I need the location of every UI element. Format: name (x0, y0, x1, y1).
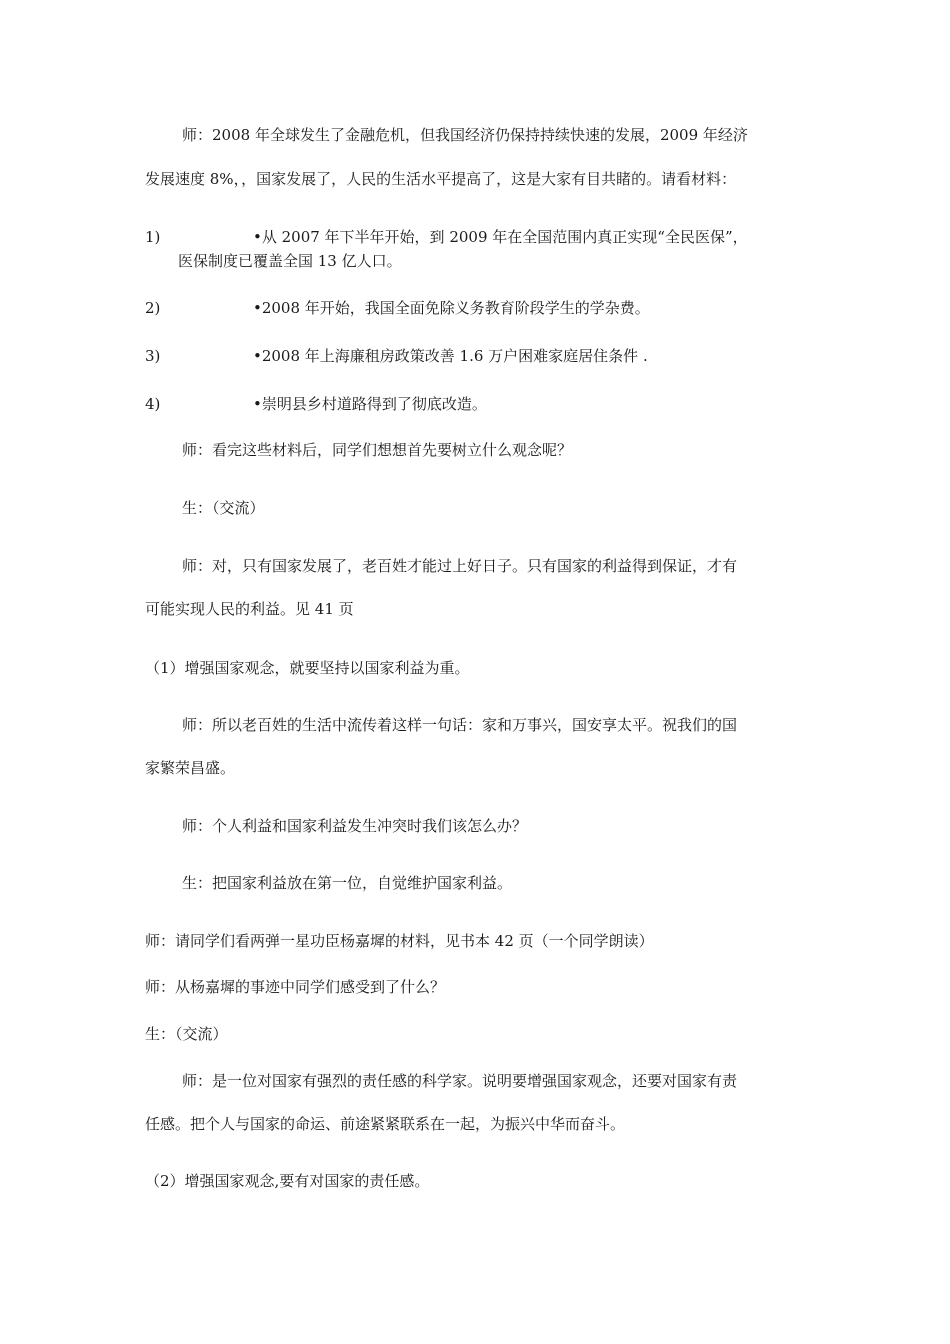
material-number-2: 2) (145, 299, 161, 317)
teacher-question-1: 师：看完这些材料后，同学们想想首先要树立什么观念呢？ (182, 441, 573, 459)
material-number-3: 3) (145, 347, 161, 365)
material-text-1: •从 2007 年下半年开始，到 2009 年在全国范围内真正实现“全民医保”， (253, 228, 748, 246)
teacher-question-2: 师：个人利益和国家利益发生冲突时我们该怎么办？ (182, 817, 528, 835)
student-response-1: 生：（交流） (182, 499, 265, 517)
material-text-2: •2008 年开始，我国全面免除义务教育阶段学生的学杂费。 (253, 299, 650, 317)
teacher-paragraph-2-line-2: 可能实现人民的利益。见 41 页 (145, 600, 354, 618)
material-text-4: •崇明县乡村道路得到了彻底改造。 (253, 395, 487, 413)
student-response-2: 生：把国家利益放在第一位，自觉维护国家利益。 (182, 874, 513, 892)
material-number-4: 4) (145, 395, 161, 413)
key-point-1: （1）增强国家观念，就要坚持以国家利益为重。 (145, 659, 470, 677)
teacher-paragraph-1-line-2: 发展速度 8%，，国家发展了，人民的生活水平提高了，这是大家有目共睹的。请看材料： (145, 170, 737, 188)
teacher-question-3: 师：从杨嘉墀的事迹中同学们感受到了什么？ (145, 978, 446, 996)
material-text-3: •2008 年上海廉租房政策改善 1.6 万户困难家庭居住条件 . (253, 347, 648, 365)
material-text-1-continued: 医保制度已覆盖全国 13 亿人口。 (178, 252, 402, 270)
teacher-paragraph-3-line-1: 师：所以老百姓的生活中流传着这样一句话：家和万事兴，国安享太平。祝我们的国 (182, 716, 738, 734)
key-point-2: （2）增强国家观念,要有对国家的责任感。 (145, 1172, 430, 1190)
material-number-1: 1) (145, 228, 161, 246)
teacher-paragraph-6-line-2: 任感。把个人与国家的命运、前途紧紧联系在一起，为振兴中华而奋斗。 (145, 1115, 626, 1133)
teacher-paragraph-3-line-2: 家繁荣昌盛。 (145, 759, 236, 777)
teacher-paragraph-6-line-1: 师：是一位对国家有强烈的责任感的科学家。说明要增强国家观念，还要对国家有责 (182, 1072, 738, 1090)
teacher-paragraph-2-line-1: 师：对，只有国家发展了，老百姓才能过上好日子。只有国家的利益得到保证，才有 (182, 557, 738, 575)
teacher-instruction: 师：请同学们看两弹一星功臣杨嘉墀的材料，见书本 42 页（一个同学朗读） (145, 932, 654, 950)
teacher-paragraph-1-line-1: 师：2008 年全球发生了金融危机，但我国经济仍保持持续快速的发展，2009 年经济 (182, 126, 748, 144)
student-response-3: 生：（交流） (145, 1025, 228, 1043)
